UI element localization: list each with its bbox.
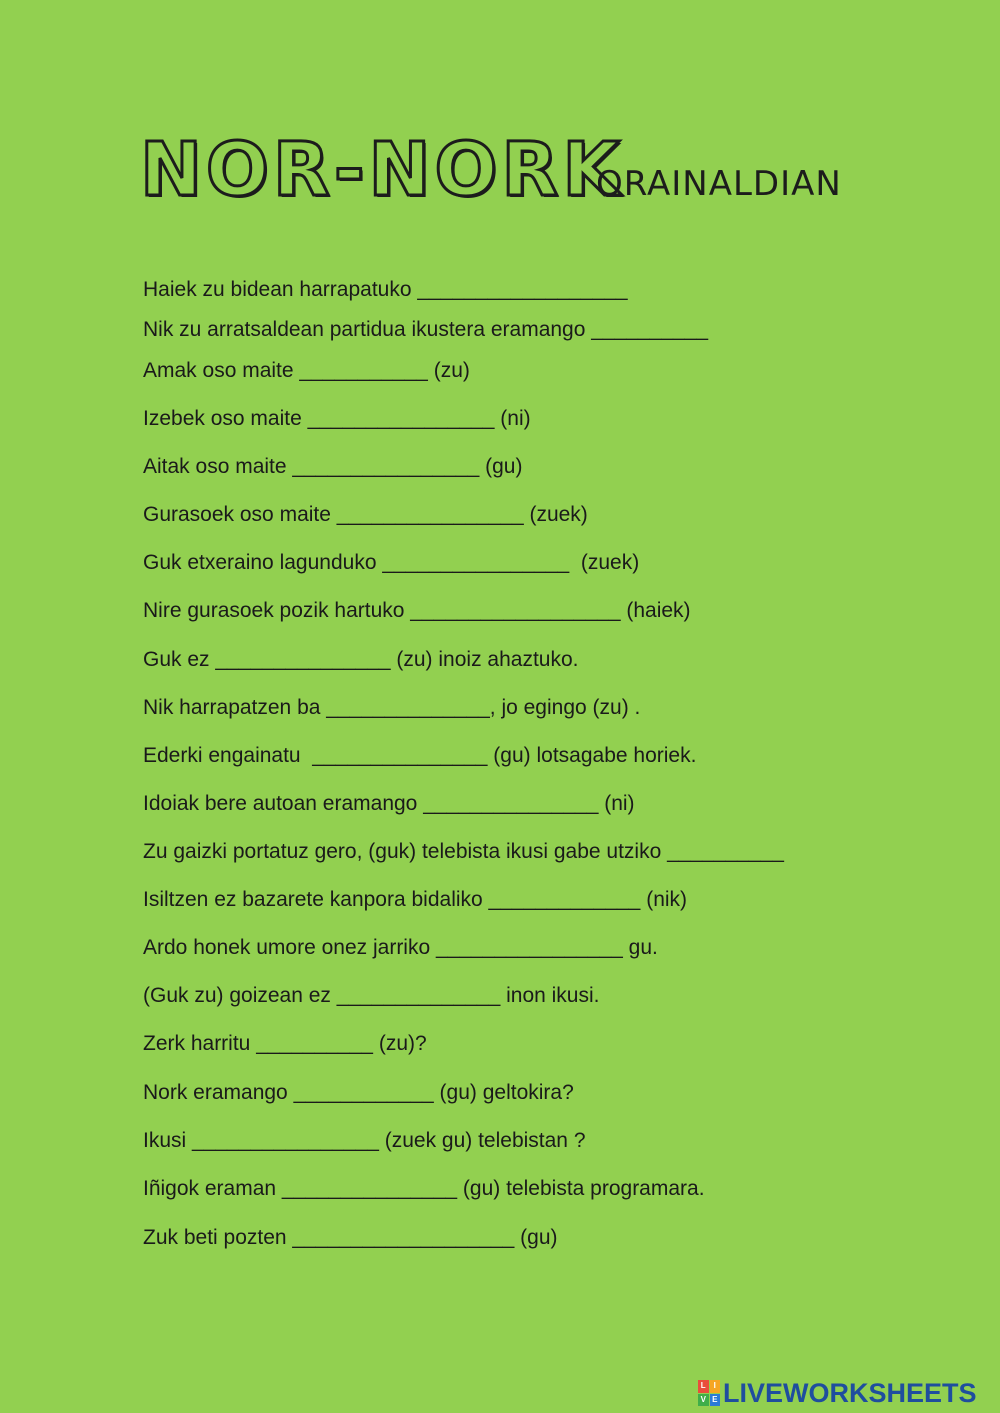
- main-title: NOR-NORK: [140, 127, 624, 213]
- liveworksheets-brand: LIVEWORKSHEETS: [723, 1377, 977, 1408]
- exercise-line-16: (Guk zu) goizean ez ______________ inon ikusi.: [143, 984, 600, 1007]
- exercise-line-9: Guk ez _______________ (zu) inoiz ahaztuko.: [143, 648, 579, 671]
- exercise-line-7: Guk etxeraino lagunduko ________________ (zuek): [143, 551, 640, 574]
- exercise-line-17: Zerk harritu __________ (zu)?: [143, 1032, 427, 1055]
- exercise-line-3: Amak oso maite ___________ (zu): [143, 359, 470, 382]
- exercise-line-2: Nik zu arratsaldean partidua ikustera eramango __________: [143, 318, 709, 341]
- liveworksheets-logo[interactable]: [698, 1378, 977, 1408]
- exercise-line-19: Ikusi ________________ (zuek gu) telebistan ?: [143, 1129, 586, 1152]
- exercise-line-10: Nik harrapatzen ba ______________, jo egingo (zu) .: [143, 696, 641, 719]
- exercise-line-12: Idoiak bere autoan eramango _______________ (ni): [143, 792, 635, 815]
- exercise-line-18: Nork eramango ____________ (gu) geltokira?: [143, 1081, 574, 1104]
- exercise-line-5: Aitak oso maite ________________ (gu): [143, 455, 523, 478]
- exercise-line-20: Iñigok eraman _______________ (gu) telebista programara.: [143, 1177, 705, 1200]
- exercise-line-14: Isiltzen ez bazarete kanpora bidaliko _____________ (nik): [143, 888, 688, 911]
- exercise-line-15: Ardo honek umore onez jarriko ________________ gu.: [143, 936, 658, 959]
- badge-letter: I: [710, 1380, 721, 1393]
- exercise-line-21: Zuk beti pozten ___________________ (gu): [143, 1226, 558, 1249]
- liveworksheets-badge-icon: [698, 1380, 720, 1406]
- worksheet-title: [140, 127, 860, 213]
- exercise-line-4: Izebek oso maite ________________ (ni): [143, 407, 531, 430]
- exercise-line-13: Zu gaizki portatuz gero, (guk) telebista ikusi gabe utziko __________: [143, 840, 784, 863]
- exercise-line-1: Haiek zu bidean harrapatuko __________________: [143, 278, 628, 301]
- sub-title: ORAINALDIAN: [596, 164, 842, 204]
- badge-letter: L: [698, 1380, 709, 1393]
- badge-letter: V: [698, 1394, 709, 1407]
- badge-letter: E: [710, 1394, 721, 1407]
- exercise-line-6: Gurasoek oso maite ________________ (zuek): [143, 503, 588, 526]
- exercise-line-11: Ederki engainatu _______________ (gu) lotsagabe horiek.: [143, 744, 697, 767]
- exercise-line-8: Nire gurasoek pozik hartuko __________________ (haiek): [143, 599, 691, 622]
